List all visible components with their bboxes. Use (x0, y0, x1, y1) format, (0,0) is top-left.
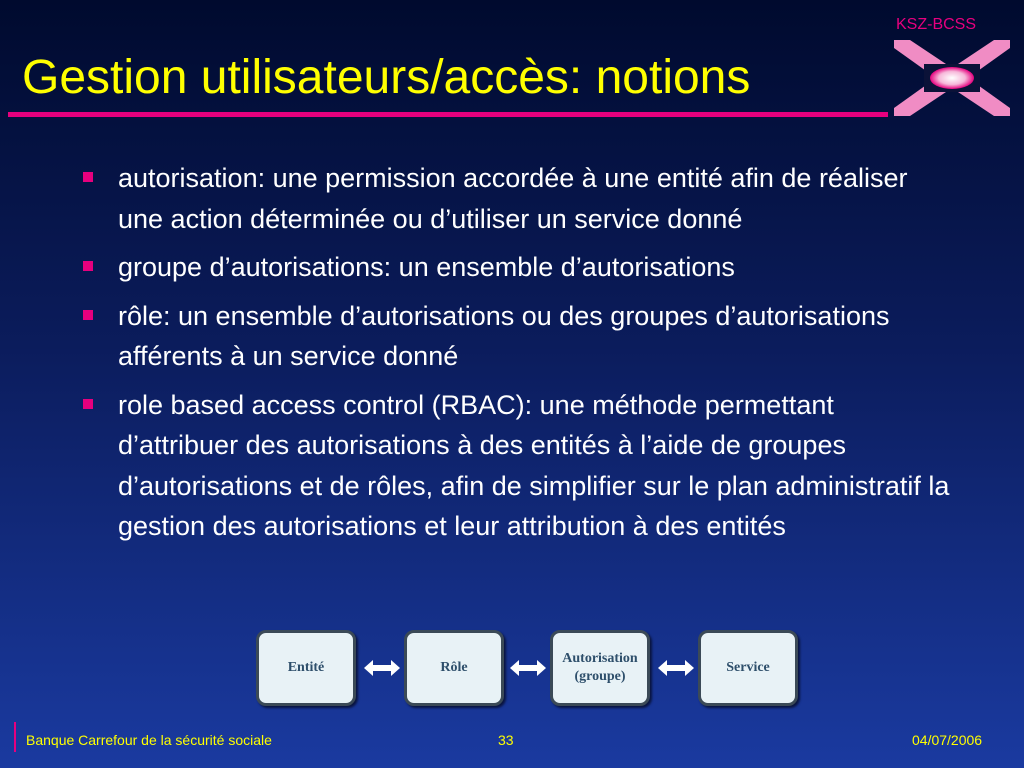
bullet-square-icon (83, 399, 93, 409)
node-label: Entité (287, 660, 325, 675)
node-entite (256, 630, 356, 706)
slide-title: Gestion utilisateurs/accès: notions (22, 51, 751, 104)
double-arrow-icon (658, 658, 694, 678)
footer-divider (14, 722, 16, 752)
bullet-square-icon (83, 310, 93, 320)
ksz-logo-icon (894, 40, 1010, 116)
node-autorisation (550, 630, 650, 706)
node-label: Autorisation (562, 651, 638, 666)
bullet-list (80, 158, 960, 555)
node-role (404, 630, 504, 706)
double-arrow-icon (364, 658, 400, 678)
bullet-item (80, 158, 960, 239)
bullet-text: role based access control (RBAC): une méthode permettant d’attribuer des autorisations à des entités à l’aide de groupes d’autorisations et de rôles, afin de simplifier sur le plan administratif la gestion des autorisations et leur attribution à des entités (118, 389, 950, 541)
bullet-square-icon (83, 261, 93, 271)
footer-organization: Banque Carrefour de la sécurité sociale (26, 732, 272, 748)
bullet-item (80, 385, 960, 547)
title-divider (8, 112, 888, 117)
node-sublabel: (groupe) (574, 669, 626, 684)
brand-label: KSZ-BCSS (896, 16, 977, 33)
page-number: 33 (498, 732, 514, 748)
bullet-item (80, 296, 960, 377)
node-label: Service (726, 660, 770, 675)
node-label: Rôle (440, 660, 468, 675)
footer-date: 04/07/2006 (912, 732, 983, 748)
node-service (698, 630, 798, 706)
bullet-square-icon (83, 172, 93, 182)
bullet-item (80, 247, 960, 288)
bullet-text: groupe d’autorisations: un ensemble d’autorisations (118, 252, 735, 282)
bullet-text: autorisation: une permission accordée à une entité afin de réaliser une action déterminée ou d’utiliser un service donné (118, 163, 908, 234)
double-arrow-icon (510, 658, 546, 678)
bullet-text: rôle: un ensemble d’autorisations ou des groupes d’autorisations afférents à un service donné (118, 300, 890, 371)
rbac-diagram (256, 628, 802, 712)
